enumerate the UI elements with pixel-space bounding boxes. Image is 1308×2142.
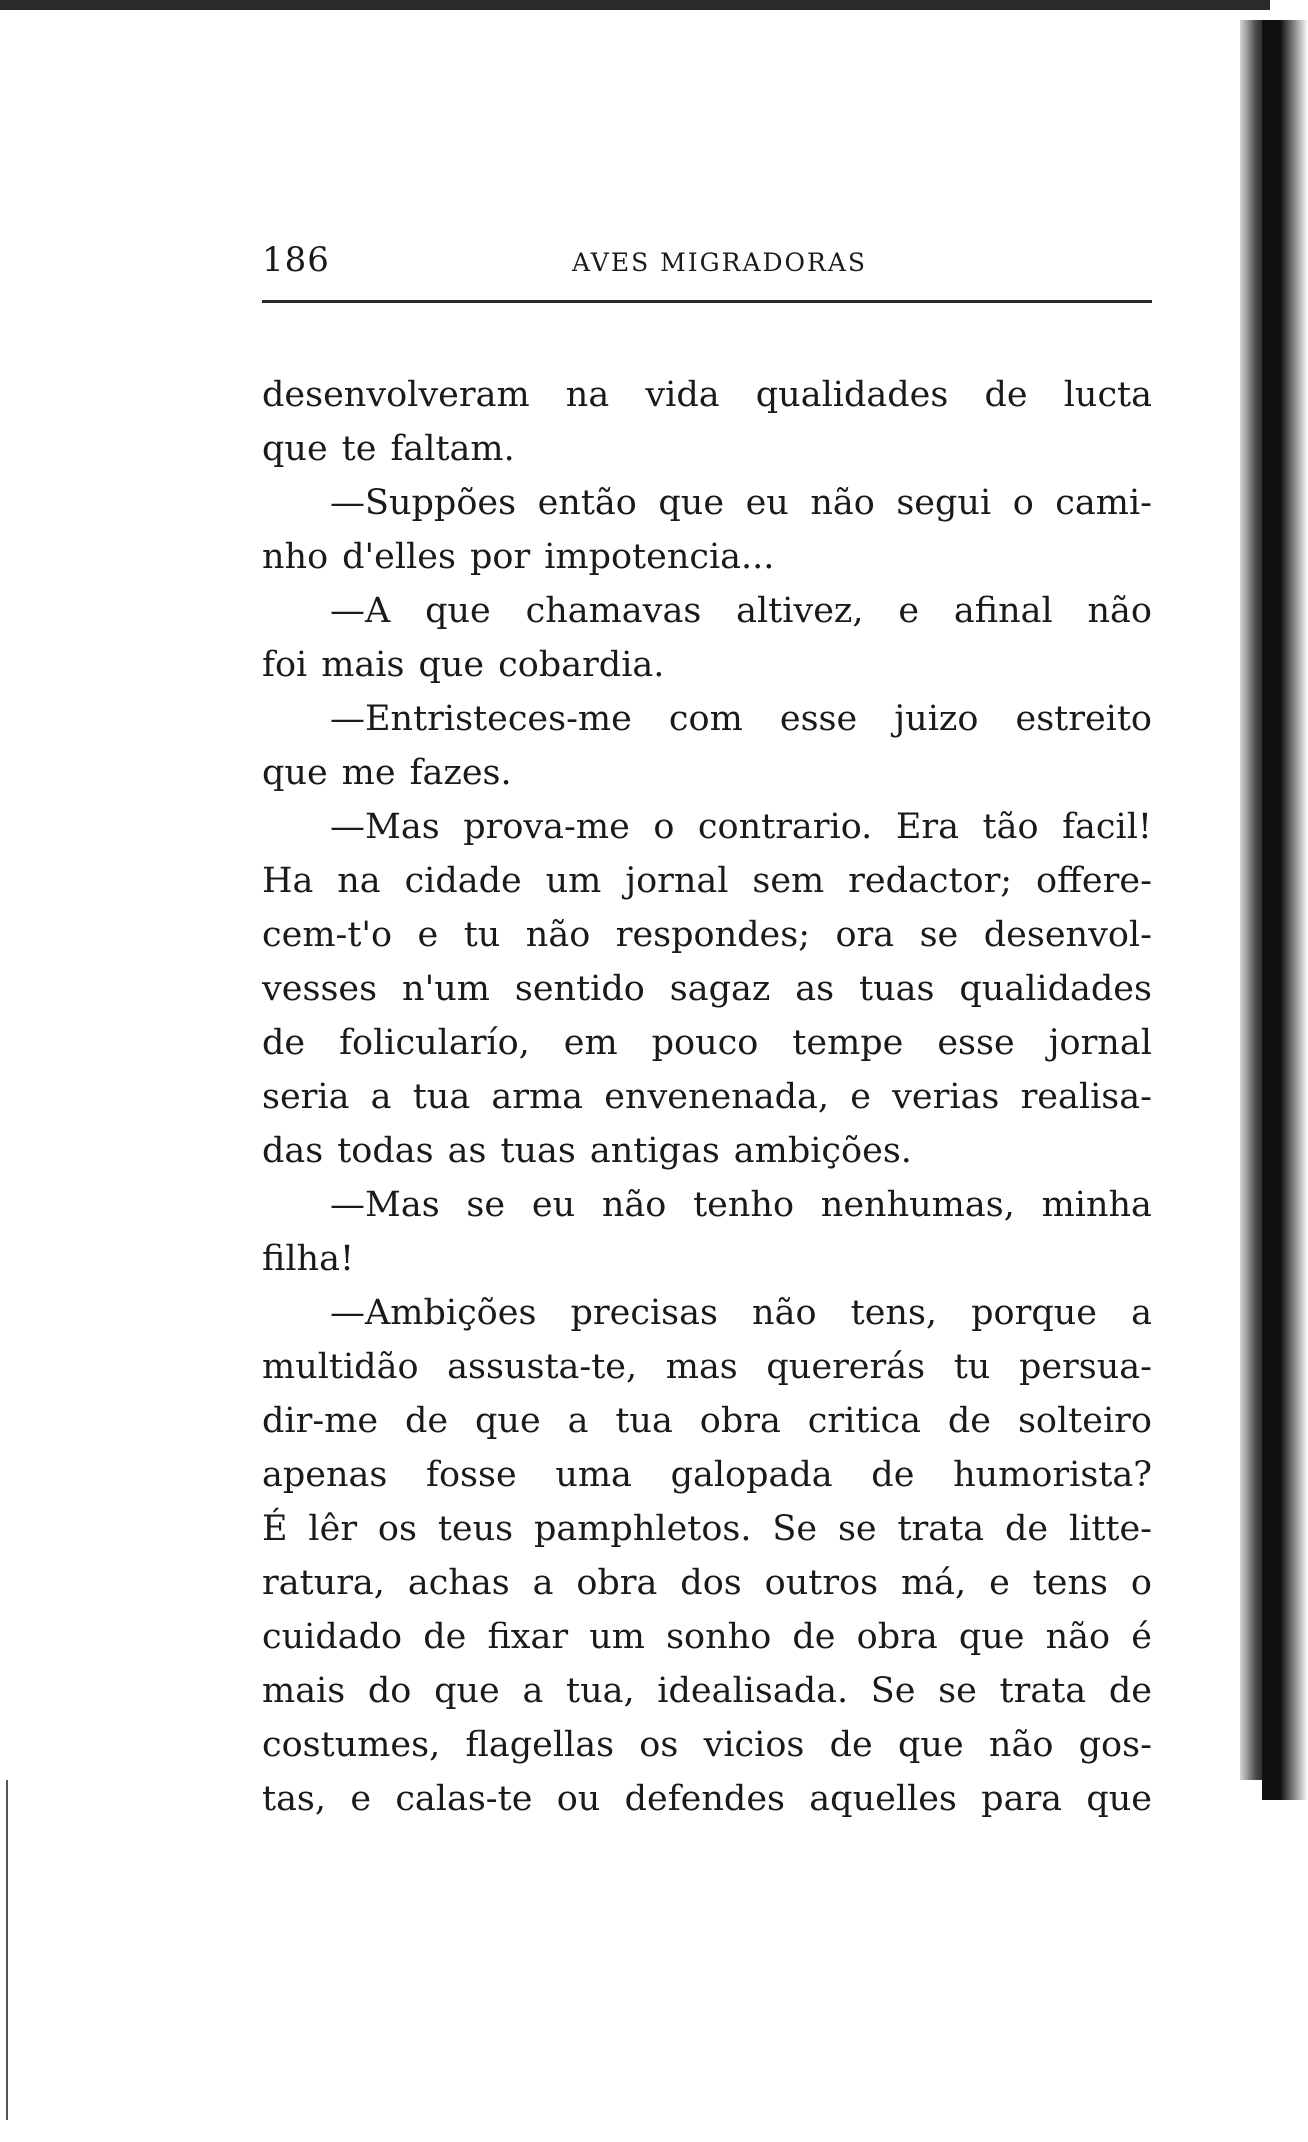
word: É: [262, 1509, 288, 1549]
word: obra: [576, 1563, 658, 1603]
word: faltam.: [390, 429, 515, 469]
running-head: [262, 240, 1152, 288]
word: ora: [835, 915, 895, 955]
word: assusta-te,: [447, 1347, 638, 1387]
word: sem: [752, 861, 825, 901]
word: aquelles: [809, 1779, 957, 1819]
word: tão: [982, 807, 1039, 847]
text-line: [262, 368, 1152, 422]
word: juizo: [894, 699, 979, 739]
word: gos-: [1078, 1725, 1152, 1765]
word: offere-: [1035, 861, 1152, 901]
word: critica: [807, 1401, 921, 1441]
word: verias: [892, 1077, 1000, 1117]
word: altivez,: [736, 591, 864, 631]
word: tuas: [500, 1131, 576, 1171]
word: teus: [437, 1509, 514, 1549]
word: apenas: [262, 1455, 388, 1495]
word: afinal: [953, 591, 1053, 631]
word: se: [938, 1671, 977, 1711]
word: —Entristeces-me: [330, 699, 632, 739]
word: de: [792, 1617, 836, 1657]
word: que: [418, 645, 485, 685]
header-rule: [262, 300, 1152, 303]
word: de: [871, 1455, 915, 1495]
text-line: [262, 1232, 1152, 1286]
word: um: [589, 1617, 645, 1657]
word: costumes,: [262, 1725, 441, 1765]
word: mais: [321, 645, 405, 685]
word: tas,: [262, 1779, 327, 1819]
word: dir-me: [262, 1401, 379, 1441]
word: —Mas: [330, 807, 440, 847]
text-line: [262, 638, 1152, 692]
word: o: [1012, 483, 1034, 523]
word: a: [567, 1401, 589, 1441]
word: galopada: [670, 1455, 833, 1495]
word: segui: [896, 483, 992, 523]
word: dos: [680, 1563, 742, 1603]
word: vida: [645, 375, 720, 415]
word: de: [1108, 1671, 1152, 1711]
word: solteiro: [1017, 1401, 1152, 1441]
binding-shadow: [1240, 20, 1262, 1780]
word: de: [423, 1617, 467, 1657]
word: antigas: [589, 1131, 720, 1171]
word: estreito: [1015, 699, 1152, 739]
word: sonho: [666, 1617, 772, 1657]
word: fixar: [487, 1617, 569, 1657]
word: os: [639, 1725, 679, 1765]
word: realisa-: [1020, 1077, 1152, 1117]
word: te: [341, 429, 377, 469]
word: os: [377, 1509, 417, 1549]
text-line: [262, 1448, 1152, 1502]
word: que: [898, 1725, 964, 1765]
word: desenvol-: [983, 915, 1152, 955]
word: cobardia.: [498, 645, 665, 685]
word: de: [1004, 1509, 1049, 1549]
word: Ha: [262, 861, 314, 901]
word: que: [425, 591, 491, 631]
word: se: [919, 915, 959, 955]
word: então: [537, 483, 637, 523]
word: —A: [330, 591, 391, 631]
word: tenho: [693, 1185, 795, 1225]
word: de: [829, 1725, 873, 1765]
word: cami-: [1055, 483, 1152, 523]
word: a: [532, 1563, 554, 1603]
top-border-rule: [0, 0, 1270, 10]
word: seria: [262, 1077, 350, 1117]
text-line: [262, 962, 1152, 1016]
word: não: [1045, 1617, 1111, 1657]
word: minha: [1041, 1185, 1152, 1225]
word: defendes: [624, 1779, 786, 1819]
word: não: [525, 915, 591, 955]
word: qualidades: [959, 969, 1152, 1009]
word: jornal: [625, 861, 729, 901]
word: litte-: [1068, 1509, 1152, 1549]
text-line: [262, 422, 1152, 476]
word: vicios: [703, 1725, 805, 1765]
word: lucta: [1063, 375, 1152, 415]
text-line: [262, 1556, 1152, 1610]
word: folicularío,: [339, 1023, 530, 1063]
word: das: [262, 1131, 324, 1171]
word: tens,: [850, 1293, 938, 1333]
word: a: [522, 1671, 544, 1711]
word: tuas: [859, 969, 935, 1009]
word: pamphletos.: [533, 1509, 752, 1549]
word: eu: [531, 1185, 576, 1225]
word: foi: [262, 645, 308, 685]
word: com: [668, 699, 743, 739]
word: achas: [407, 1563, 510, 1603]
word: ou: [556, 1779, 601, 1819]
word: na: [337, 861, 381, 901]
text-line: [262, 1070, 1152, 1124]
word: se: [466, 1185, 506, 1225]
word: d'elles: [342, 537, 456, 577]
text-line: [262, 908, 1152, 962]
word: fosse: [426, 1455, 517, 1495]
word: de: [947, 1401, 992, 1441]
word: que: [262, 753, 328, 793]
text-line: [262, 1718, 1152, 1772]
word: prova-me: [463, 807, 630, 847]
word: de: [404, 1401, 449, 1441]
word: que: [1086, 1779, 1152, 1819]
word: não: [752, 1293, 817, 1333]
text-line: [262, 1664, 1152, 1718]
word: que: [434, 1671, 500, 1711]
word: arma: [491, 1077, 584, 1117]
word: lêr: [308, 1509, 358, 1549]
word: tua,: [566, 1671, 635, 1711]
text-line: [262, 1394, 1152, 1448]
word: esse: [779, 699, 858, 739]
word: sagaz: [669, 969, 771, 1009]
word: uma: [555, 1455, 632, 1495]
word: desenvolveram: [262, 375, 530, 415]
word: não: [810, 483, 875, 523]
text-line: [262, 746, 1152, 800]
word: um: [545, 861, 602, 901]
word: e: [417, 915, 439, 955]
scan-margin-line: [6, 1780, 8, 2120]
word: trata: [897, 1509, 985, 1549]
word: a: [1131, 1293, 1152, 1333]
word: qualidades: [755, 375, 949, 415]
word: cidade: [404, 861, 522, 901]
word: facil!: [1062, 807, 1152, 847]
word: tu: [463, 915, 501, 955]
word: outros: [764, 1563, 879, 1603]
word: não: [601, 1185, 667, 1225]
word: é: [1131, 1617, 1152, 1657]
text-line: [262, 1286, 1152, 1340]
word: se: [837, 1509, 877, 1549]
word: humorista?: [953, 1455, 1152, 1495]
scan-margin-mark: [0, 1780, 20, 2120]
word: nho: [262, 537, 329, 577]
word: nenhumas,: [820, 1185, 1015, 1225]
word: cem-t'o: [262, 915, 393, 955]
word: —Ambições: [330, 1293, 537, 1333]
word: as: [795, 969, 835, 1009]
word: cuidado: [262, 1617, 403, 1657]
word: por: [469, 537, 531, 577]
word: em: [563, 1023, 618, 1063]
word: calas-te: [395, 1779, 533, 1819]
word: redactor;: [848, 861, 1013, 901]
word: que: [658, 483, 725, 523]
word: de: [262, 1023, 306, 1063]
word: obra: [856, 1617, 938, 1657]
word: que: [958, 1617, 1025, 1657]
word: Era: [895, 807, 959, 847]
text-line: [262, 692, 1152, 746]
word: esse: [937, 1023, 1015, 1063]
word: mais: [262, 1671, 346, 1711]
word: e: [898, 591, 920, 631]
word: tens: [1032, 1563, 1108, 1603]
word: mas: [665, 1347, 738, 1387]
word: n'um: [402, 969, 490, 1009]
word: e: [350, 1779, 372, 1819]
word: todas: [337, 1131, 434, 1171]
word: persua-: [1018, 1347, 1152, 1387]
word: que: [262, 429, 328, 469]
page-number: 186: [262, 240, 330, 280]
word: o: [1130, 1563, 1152, 1603]
word: as: [447, 1131, 487, 1171]
word: má,: [900, 1563, 967, 1603]
text-line: [262, 1178, 1152, 1232]
word: filha!: [262, 1239, 355, 1279]
text-line: [262, 1340, 1152, 1394]
word: não: [988, 1725, 1054, 1765]
word: tua: [412, 1077, 471, 1117]
word: obra: [699, 1401, 781, 1441]
word: tua: [615, 1401, 673, 1441]
text-line: [262, 1772, 1152, 1826]
text-line: [262, 530, 1152, 584]
binding-edge: [1262, 20, 1308, 1800]
word: a: [370, 1077, 392, 1117]
word: impotencia...: [544, 537, 775, 577]
word: eu: [745, 483, 789, 523]
word: respondes;: [615, 915, 811, 955]
word: quererás: [766, 1347, 926, 1387]
word: do: [367, 1671, 412, 1711]
word: não: [1087, 591, 1152, 631]
word: pouco: [651, 1023, 759, 1063]
text-line: [262, 1124, 1152, 1178]
word: ambições.: [733, 1131, 912, 1171]
word: —Suppões: [330, 483, 517, 523]
word: precisas: [570, 1293, 718, 1333]
text-line: [262, 800, 1152, 854]
word: trata: [999, 1671, 1087, 1711]
text-line: [262, 476, 1152, 530]
running-title: AVES MIGRADORAS: [572, 248, 868, 277]
word: tempe: [792, 1023, 904, 1063]
word: Se: [870, 1671, 916, 1711]
word: na: [565, 375, 610, 415]
word: envenenada,: [604, 1077, 830, 1117]
word: de: [984, 375, 1028, 415]
word: me: [341, 753, 396, 793]
word: chamavas: [525, 591, 702, 631]
body-text: [262, 368, 1152, 1826]
word: vesses: [262, 969, 378, 1009]
word: flagellas: [465, 1725, 615, 1765]
text-line: [262, 1610, 1152, 1664]
word: que: [475, 1401, 541, 1441]
word: contrario.: [697, 807, 873, 847]
word: tu: [953, 1347, 991, 1387]
word: para: [981, 1779, 1063, 1819]
word: multidão: [262, 1347, 419, 1387]
word: —Mas: [330, 1185, 440, 1225]
word: Se: [772, 1509, 818, 1549]
word: fazes.: [409, 753, 512, 793]
word: idealisada.: [657, 1671, 849, 1711]
text-line: [262, 584, 1152, 638]
text-line: [262, 854, 1152, 908]
word: o: [653, 807, 675, 847]
text-line: [262, 1502, 1152, 1556]
word: e: [850, 1077, 871, 1117]
text-line: [262, 1016, 1152, 1070]
word: porque: [971, 1293, 1097, 1333]
word: sentido: [514, 969, 645, 1009]
word: jornal: [1048, 1023, 1152, 1063]
word: ratura,: [262, 1563, 385, 1603]
word: e: [989, 1563, 1010, 1603]
